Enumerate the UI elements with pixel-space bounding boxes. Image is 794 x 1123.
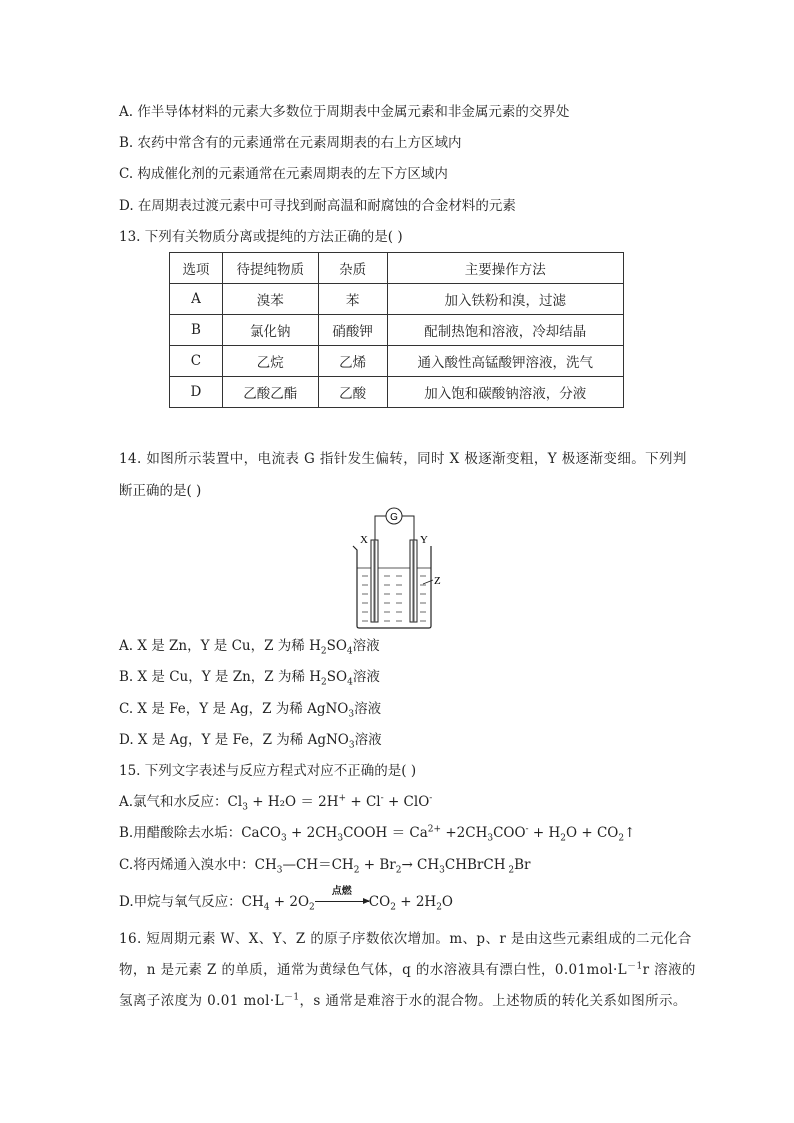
table-cell: 加入饱和碳酸钠溶液，分液 — [387, 377, 623, 408]
q14-option-c: C. X 是 Fe，Y 是 Ag，Z 为稀 AgNO$_3$溶液 — [119, 701, 382, 720]
table-cell: 通入酸性高锰酸钾溶液，洗气 — [387, 346, 623, 377]
reaction-arrow-icon — [315, 901, 369, 902]
beaker — [353, 546, 431, 628]
circuit-wire-left — [375, 516, 386, 540]
table-cell: 配制热饱和溶液，冷却结晶 — [387, 315, 623, 346]
q14-option-b: B. X 是 Cu，Y 是 Zn，Z 为稀 $H_2SO_4$溶液 — [119, 669, 380, 688]
electrode-x-core — [374, 540, 376, 622]
q15-option-a: A.氯气和水反应：$Cl_3 + H_2O = 2H^+ + Cl^- + ClO^-$ — [119, 793, 433, 813]
q16-line1: 16. 短周期元素 W、X、Y、Z 的原子序数依次增加。m、p、r 是由这些元素组成的二元化合 — [119, 931, 692, 947]
q12-option-b: B. 农药中常含有的元素通常在元素周期表的右上方区域内 — [119, 135, 462, 151]
table-cell: 溴苯 — [222, 284, 318, 315]
q15-option-c: C.将丙烯通入溴水中：$CH_3—CH=CH_2 + Br_2\to$ $CH_3CHBrCH$ $_2$Br — [119, 857, 531, 876]
q14-stem-line1: 14. 如图所示装置中，电流表 G 指针发生偏转，同时 X 极逐渐变粗，Y 极逐渐变细。下列判 — [119, 451, 687, 467]
table-cell: 乙烯 — [318, 346, 387, 377]
circuit-wire-right — [402, 516, 414, 540]
table-header-cell: 主要操作方法 — [387, 253, 623, 284]
table-cell: 氯化钠 — [222, 315, 318, 346]
table-cell: 加入铁粉和溴，过滤 — [387, 284, 623, 315]
q15-option-b: B.用醋酸除去水垢：CaCO$_3$ + $2CH_3COOH = Ca^{2+} +2CH_3COO^- + H_2O$ + $CO_2↑$ — [119, 824, 636, 844]
q14-option-a: A. X 是 Zn，Y 是 Cu，Z 为稀 $H_2SO_4$溶液 — [119, 638, 380, 657]
q16-line2: 物，n 是元素 Z 的单质，通常为黄绿色气体，q 的水溶液具有漂白性，$0.01mol\cdot L^{-1}r$ 溶液的 — [119, 961, 696, 978]
table-header-cell: 杂质 — [318, 253, 387, 284]
q12-option-a: A. 作半导体材料的元素大多数位于周期表中金属元素和非金属元素的交界处 — [119, 104, 570, 120]
solution-z-label: Z — [434, 575, 441, 587]
table-cell: D — [170, 377, 223, 408]
table-header-cell: 待提纯物质 — [222, 253, 318, 284]
reaction-condition-arrow — [315, 886, 369, 912]
table-cell: 苯 — [318, 284, 387, 315]
table-cell: C — [170, 346, 223, 377]
q15-stem: 15. 下列文字表述与反应方程式对应不正确的是( ) — [119, 763, 417, 779]
electrode-y-label: Y — [420, 534, 428, 546]
table-row — [170, 377, 624, 408]
table-row — [170, 284, 624, 315]
q12-option-d: D. 在周期表过渡元素中可寻找到耐高温和耐腐蚀的合金材料的元素 — [119, 198, 516, 214]
q13-stem: 13. 下列有关物质分离或提纯的方法正确的是( ) — [119, 229, 403, 245]
q12-option-c: C. 构成催化剂的元素通常在元素周期表的左下方区域内 — [119, 166, 448, 182]
table-cell: 乙烷 — [222, 346, 318, 377]
galvanic-cell-diagram — [346, 504, 456, 632]
electrode-y-core — [413, 540, 415, 622]
condition-label: 点燃 — [331, 886, 352, 897]
table-cell: 乙酸乙酯 — [222, 377, 318, 408]
q13-table — [169, 252, 624, 408]
q15-option-d: D.甲烷与氧气反应：$CH_4 + 2O_2$ 点燃 $CO_2 + 2H_2O$ — [119, 892, 453, 912]
table-row — [170, 315, 624, 346]
q14-option-d: D. X 是 Ag，Y 是 Fe，Z 为稀 AgNO$_3$溶液 — [119, 732, 382, 751]
galvanometer-label: G — [390, 512, 398, 523]
table-cell: 乙酸 — [318, 377, 387, 408]
q16-line3: 氢离子浓度为 0.01 $mol\cdot L^{-1}$，s 通常是难溶于水的混合物。上述物质的转化关系如图所示。 — [119, 992, 687, 1009]
table-cell: B — [170, 315, 223, 346]
table-cell: 硝酸钾 — [318, 315, 387, 346]
table-header-row — [170, 253, 624, 284]
table-header-cell: 选项 — [170, 253, 223, 284]
q14-stem-line2: 断正确的是( ) — [119, 483, 202, 499]
electrode-x-label: X — [360, 534, 368, 546]
table-cell: A — [170, 284, 223, 315]
table-row — [170, 346, 624, 377]
